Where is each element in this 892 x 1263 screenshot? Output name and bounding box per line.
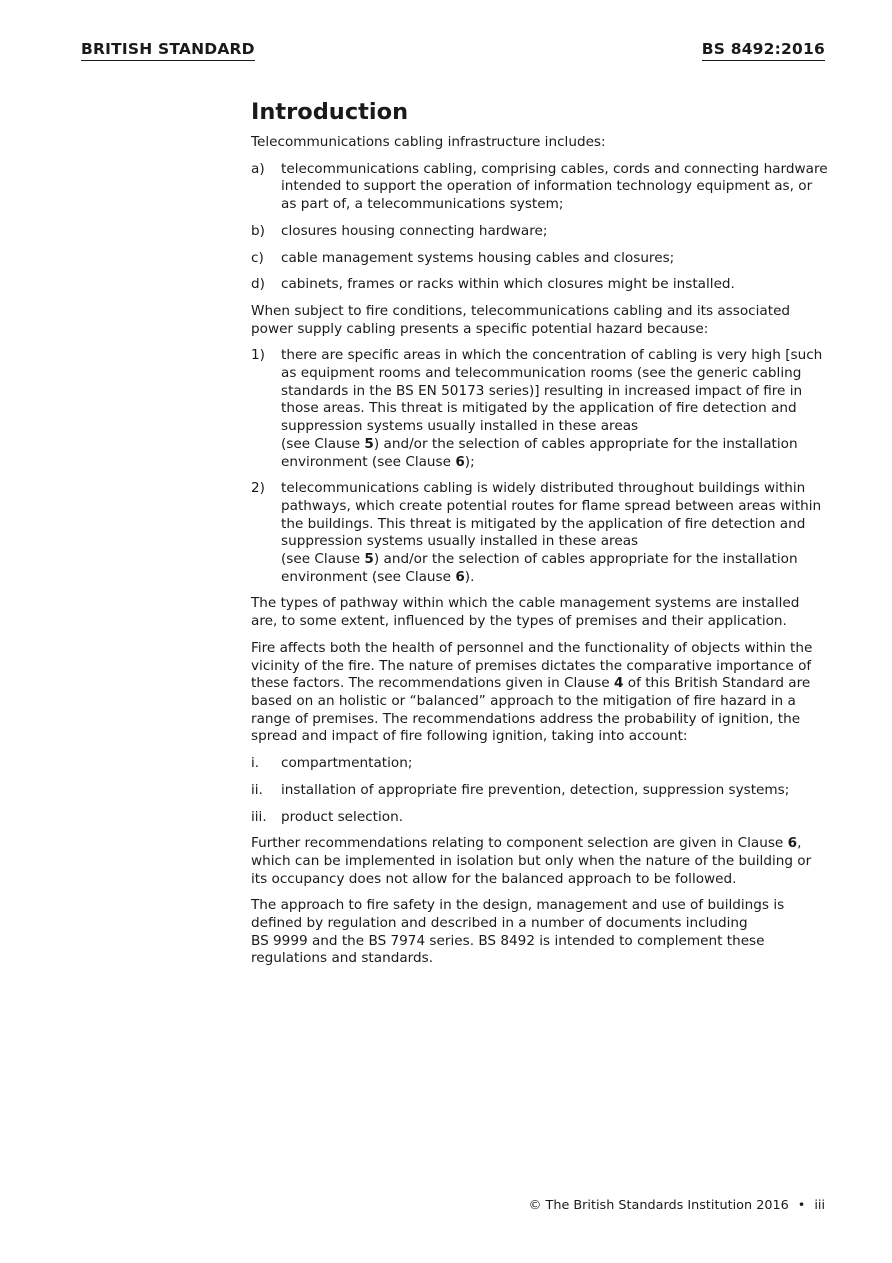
hazard-text: there are specific areas in which the concentration of cabling is very high [such as equipment rooms and telecommunication rooms (see the generic cabling standards in the BS EN 50173 series)] resulting in increased impact of fire in those areas. This threat is mitigated by the application of fire detection and suppression systems usually installed in these areas — [281, 347, 823, 435]
clause-link: 4 — [613, 675, 624, 692]
list-marker: c) — [251, 249, 264, 266]
further-paragraph — [251, 835, 829, 888]
list-marker: d) — [251, 276, 265, 293]
approach-line1: The approach to fire safety in the design, management and use of buildings is defined by regulation and described in a number of documents including — [251, 897, 785, 932]
list-marker: 2) — [251, 480, 265, 497]
page-number: iii — [814, 1198, 825, 1213]
hazard-text-mid: ) and/or the selection of cables appropriate for the installation environment (see Clause — [281, 435, 798, 470]
list-marker: i. — [251, 755, 260, 772]
list-marker: a) — [251, 160, 265, 177]
list-text: cable management systems housing cables and closures; — [281, 249, 675, 266]
list-item — [251, 347, 829, 471]
page-footer — [529, 1198, 825, 1213]
see-clause-text: (see Clause — [281, 551, 365, 568]
clause-link: 5 — [364, 551, 374, 568]
list-marker: b) — [251, 222, 265, 239]
list-item — [251, 161, 829, 214]
list-item — [251, 276, 829, 294]
list-text: closures housing connecting hardware; — [281, 222, 548, 239]
bullet-separator: • — [797, 1198, 806, 1213]
list-text: product selection. — [281, 808, 404, 825]
fire-paragraph — [251, 640, 829, 746]
copyright-text: © The British Standards Institution 2016 — [528, 1198, 789, 1213]
header-left: BRITISH STANDARD — [81, 40, 255, 61]
list-item — [251, 250, 829, 268]
hazard-text-end: ); — [464, 453, 475, 470]
main-content — [251, 98, 829, 977]
list-text — [281, 347, 829, 471]
list-item — [251, 480, 829, 586]
clause-link: 5 — [364, 435, 374, 452]
hazard-intro-paragraph: When subject to fire conditions, telecommunications cabling and its associated power supply cabling presents a specific potential hazard because: — [251, 302, 791, 337]
list-item — [251, 782, 829, 800]
list-item — [251, 755, 829, 773]
list-item — [251, 223, 829, 241]
hazard-text-mid: ) and/or the selection of cables appropriate for the installation environment (see Clause — [281, 551, 798, 585]
list-item — [251, 809, 829, 827]
approach-line2: BS 9999 and the BS 7974 series. BS 8492 is intended to complement these regulations and standards. — [251, 932, 765, 967]
list-text — [281, 480, 829, 586]
list-marker: ii. — [251, 781, 263, 798]
see-clause-text: (see Clause — [281, 435, 365, 452]
clause-link: 6 — [455, 568, 465, 585]
list-text: installation of appropriate fire prevention, detection, suppression systems; — [281, 781, 790, 798]
further-text-pre: Further recommendations relating to component selection are given in Clause — [251, 835, 788, 852]
further-text-post: , which can be implemented in isolation but only when the nature of the building or its occupancy does not allow for the balanced approach to be followed. — [251, 835, 812, 887]
page-title: Introduction — [251, 99, 409, 125]
fire-text-pre: Fire affects both the health of personnel and the functionality of objects within the vicinity of the fire. The nature of premises dictates the comparative importance of these factors. The recommendations given in Clause — [251, 639, 813, 692]
clause-link: 6 — [787, 835, 798, 852]
header-right: BS 8492:2016 — [702, 40, 825, 61]
intro-paragraph: Telecommunications cabling infrastructure includes: — [251, 134, 606, 150]
hazard-text-end: ). — [464, 568, 475, 585]
clause-link: 6 — [455, 453, 465, 470]
approach-paragraph — [251, 897, 829, 968]
list-marker: 1) — [251, 347, 265, 364]
list-text: telecommunications cabling, comprising cables, cords and connecting hardware intended to support the operation of information technology equipment as, or as part of, a telecommunications system; — [281, 160, 828, 213]
list-marker: iii. — [251, 808, 267, 825]
list-text: compartmentation; — [281, 755, 413, 772]
pathway-paragraph: The types of pathway within which the cable management systems are installed are, to some extent, influenced by the types of premises and their application. — [251, 595, 800, 630]
fire-text-post: of this British Standard are based on an holistic or “balanced” approach to the mitigation of fire hazard in a range of premises. The recommendations address the probability of ignition, the spread and impact of fire following ignition, taking into account: — [251, 675, 811, 745]
list-text: cabinets, frames or racks within which closures might be installed. — [281, 276, 735, 293]
hazard-text: telecommunications cabling is widely distributed throughout buildings within pathways, which create potential routes for flame spread between areas within the buildings. This threat is mitigated by the application of fire detection and suppression systems usually installed in these areas — [281, 480, 822, 550]
